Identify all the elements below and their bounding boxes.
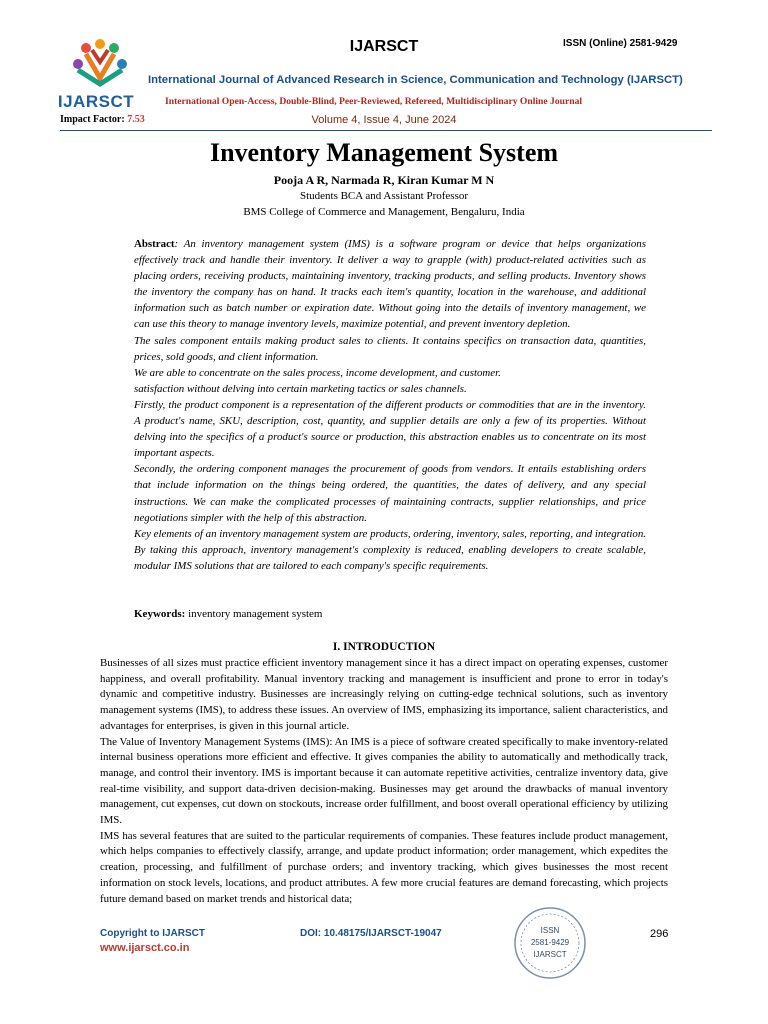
footer-website-link[interactable]: www.ijarsct.co.in bbox=[100, 942, 190, 954]
impact-value: 7.53 bbox=[127, 114, 145, 125]
seal-line1: ISSN bbox=[540, 926, 560, 935]
body-paragraph: Businesses of all sizes must practice efficient inventory management since it has a direct impact on operating expenses, customer happiness, and overall profitability. Manual inventory tracking and management is insufficient and prone to error in today's dynamic and competitive industry. Businesses are increasingly relying on cutting-edge technical solutions, such as inventory management systems (IMS), to address these issues. An overview of IMS, emphasizing its importance, salient characteristics, and advantages for enterprises, is given in this journal article. bbox=[100, 657, 668, 732]
keywords bbox=[134, 608, 323, 620]
keywords-value: inventory management system bbox=[185, 608, 323, 620]
header-divider bbox=[60, 130, 712, 131]
journal-full-name: International Journal of Advanced Research in Science, Communication and Technology (IJARSCT) bbox=[148, 74, 683, 86]
affiliation-role: Students BCA and Assistant Professor bbox=[299, 190, 469, 202]
seal-line2: 2581-9429 bbox=[530, 938, 570, 947]
abstract-paragraph bbox=[134, 236, 646, 333]
footer-doi: DOI: 10.48175/IJARSCT-19047 bbox=[300, 928, 442, 939]
journal-short-name: IJARSCT bbox=[349, 38, 419, 55]
abstract-paragraph: The sales component entails making product sales to clients. It contains specifics on transaction data, quantities, prices, sold goods, and client information. bbox=[134, 334, 646, 363]
issn-header: ISSN (Online) 2581-9429 bbox=[563, 38, 678, 49]
footer-copyright: Copyright to IJARSCT bbox=[100, 928, 205, 939]
abstract-section bbox=[134, 236, 646, 574]
keywords-label: Keywords: bbox=[134, 608, 186, 620]
logo-text: IJARSCT bbox=[57, 92, 135, 111]
volume-issue: Volume 4, Issue 4, June 2024 bbox=[311, 114, 457, 126]
page-number: 296 bbox=[650, 928, 669, 940]
issn-seal-icon bbox=[512, 905, 588, 981]
abstract-paragraph: satisfaction without delving into certain marketing tactics or sales channels. bbox=[134, 382, 467, 395]
paper-title: Inventory Management System bbox=[209, 138, 559, 167]
seal-line3: IJARSCT bbox=[533, 950, 567, 959]
introduction-body bbox=[100, 656, 668, 907]
abstract-text: : An inventory management system (IMS) is a software program or device that helps organizations effectively track and handle their inventory. It deliver a way to grapple (with) product-related activities such as placing orders, receiving products, maintaining inventory, tracking products, and selling products. Inventory shows the inventory the company has on hand. It tracks each item's quantity, location in the warehouse, and additional information such as batch number or expiration date. Without going into the details of inventory management, we can use this theory to manage inventory levels, maximize potential, and prevent inventory depletion. bbox=[134, 238, 646, 331]
body-paragraph: The Value of Inventory Management Systems (IMS): An IMS is a piece of software created specifically to make inventory-related internal business operations more efficient and effective. It gives companies the ability to automatically and methodically track, manage, and control their inventory. IMS is important because it can automate repetitive activities, centralize inventory data, give real-time visibility, and support data-driven decision-making. Businesses may get around the drawbacks of manual inventory management, cut expenses, cut down on stockouts, increase order fulfillment, and boost overall operational efficiency by utilizing IMS. bbox=[100, 735, 668, 827]
journal-tagline: International Open-Access, Double-Blind, Peer-Reviewed, Refereed, Multidisciplinary Online Journal bbox=[165, 96, 583, 107]
paper-authors: Pooja A R, Narmada R, Kiran Kumar M N bbox=[273, 173, 495, 187]
abstract-label: Abstract bbox=[134, 238, 175, 250]
abstract-paragraph: Secondly, the ordering component manages the procurement of goods from vendors. It entails establishing orders that include information on the things being ordered, the quantities, the dates of delivery, and any special instructions. We can make the complicated processes of maintaining contracts, supplier relationships, and price negotiations simpler with the help of this abstraction. bbox=[134, 463, 646, 524]
abstract-paragraph: Firstly, the product component is a representation of the different products or commodities that are in the inventory. A product's name, SKU, description, cost, quantity, and supplier details are only a few of its properties. Without delving into the specifics of a product's source or production, this abstraction enables us to concentrate on its most important aspects. bbox=[134, 398, 646, 460]
abstract-paragraph: Key elements of an inventory management system are products, ordering, inventory, sales, reporting, and integration. By taking this approach, inventory management's complexity is reduced, enabling developers to create scalable, modular IMS solutions that are tailored to each company's specific requirements. bbox=[134, 527, 646, 572]
affiliation-institution: BMS College of Commerce and Management, Bengaluru, India bbox=[243, 206, 525, 218]
impact-label: Impact Factor: bbox=[60, 114, 125, 125]
body-paragraph: IMS has several features that are suited to the particular requirements of companies. These features include product management, which helps companies to effectively classify, arrange, and update product information; order management, which expedites the creation, processing, and fulfillment of purchase orders; and inventory tracking, which gives businesses the most recent information on stock levels, locations, and product attributes. A few more crucial features are demand forecasting, which projects future demand based on market trends and historical data; bbox=[100, 829, 668, 905]
abstract-paragraph: We are able to concentrate on the sales process, income development, and customer. bbox=[134, 366, 501, 379]
section-heading-introduction: I. INTRODUCTION bbox=[332, 641, 436, 653]
